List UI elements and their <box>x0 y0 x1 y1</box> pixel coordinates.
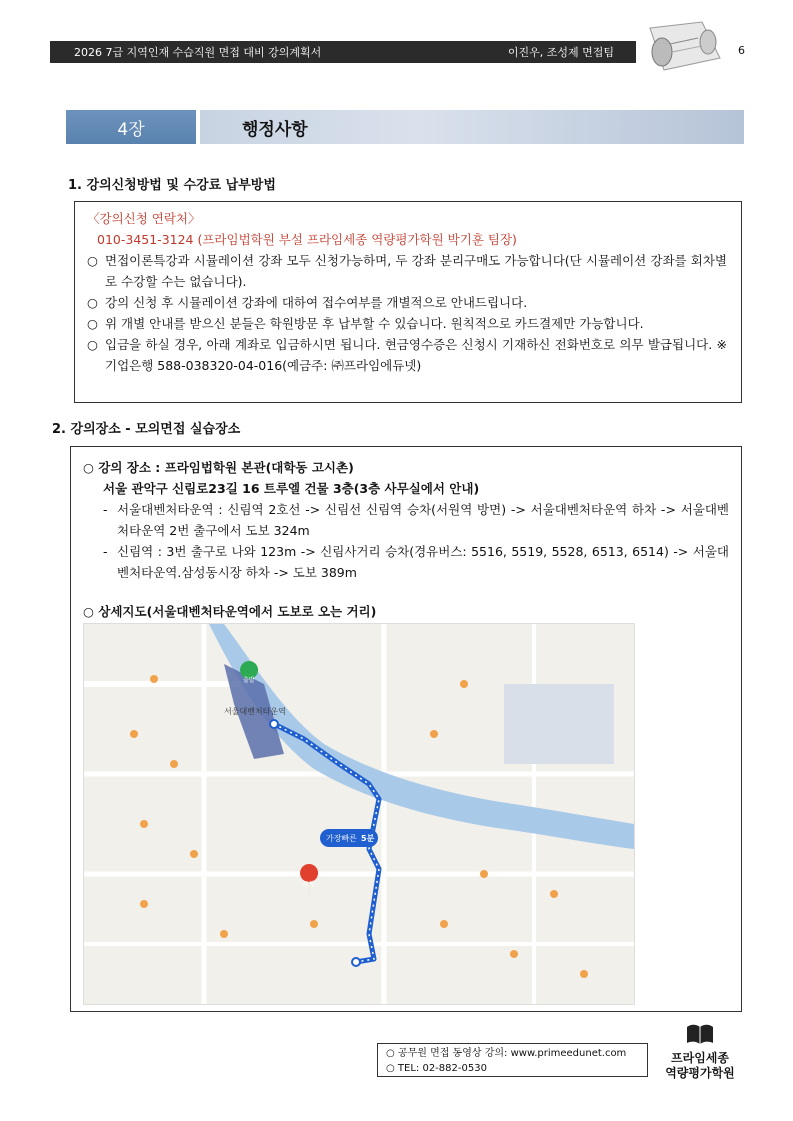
list-item: ○ 입금을 하실 경우, 아래 계좌로 입금하시면 됩니다. 현금영수증은 신청시 기재하신 전화번호로 의무 발급됩니다. ※ 기업은행 588-038320-04-016(예금주: ㈜프라임에듀넷) <box>87 337 727 373</box>
contact-info: 010-3451-3124 (프라임법학원 부설 프라임세종 역량평가학원 박기훈 팀장) <box>97 232 517 247</box>
section2-title: 2. 강의장소 - 모의면접 실습장소 <box>52 422 241 437</box>
place-line: ○ 강의 장소 : 프라임법학원 본관(대학동 고시촌) <box>83 460 354 475</box>
footer-contact <box>377 1043 648 1077</box>
arrive-label: 도착 <box>303 881 315 888</box>
chapter-title: 행정사항 <box>200 110 744 144</box>
map-image <box>83 623 635 1005</box>
section1-title: 1. 강의신청방법 및 수강료 납부방법 <box>68 178 276 193</box>
application-box <box>74 201 742 403</box>
header-team: 이진우, 조성제 면접팀 <box>507 46 614 59</box>
badge-label: 가장빠른 <box>326 834 357 843</box>
route-item: - 서울대벤처타운역 : 신림역 2호선 -> 신림선 신림역 승차(서원역 방면) -> 서울대벤처타운역 하차 -> 서울대벤처타운역 2번 출구에서 도보 324m <box>103 502 729 538</box>
footer-phone: ○ TEL: 02-882-0530 <box>386 1063 487 1074</box>
footer-website: ○ 공무원 면접 동영상 강의: www.primeedunet.com <box>386 1048 627 1059</box>
page-number: 6 <box>738 44 745 57</box>
chapter-banner <box>66 110 744 144</box>
academy-logo <box>655 1023 745 1089</box>
logo-line1: 프라임세종 <box>671 1051 729 1065</box>
contact-heading: 〈강의신청 연락처〉 <box>87 211 201 226</box>
list-item: ○ 위 개별 안내를 받으신 분들은 학원방문 후 납부할 수 있습니다. 원칙적으로 카드결제만 가능합니다. <box>87 316 644 331</box>
map-drawing <box>84 624 634 1004</box>
address-line: 서울 관악구 신림로23길 16 트루엘 건물 3층(3층 사무실에서 안내) <box>103 481 480 496</box>
location-box <box>70 446 742 1012</box>
badge-time: 5분 <box>361 834 375 843</box>
book-icon <box>685 1023 715 1047</box>
scroll-icon <box>642 18 728 74</box>
logo-line2: 역량평가학원 <box>665 1066 735 1080</box>
station-label: 서울대벤처타운역 <box>224 707 286 716</box>
map-title: ○ 상세지도(서울대벤처타운역에서 도보로 오는 거리) <box>83 604 377 619</box>
list-item: ○ 강의 신청 후 시뮬레이션 강좌에 대하여 접수여부를 개별적으로 안내드립니다. <box>87 295 528 310</box>
list-item: ○ 면접이론특강과 시뮬레이션 강좌 모두 신청가능하며, 두 강좌 분리구매도 가능합니다(단 시뮬레이션 강좌를 회차별로 수강할 수는 없습니다). <box>87 253 727 289</box>
chapter-number: 4장 <box>66 110 196 144</box>
header-bar <box>50 41 636 63</box>
route-item: - 신림역 : 3번 출구로 나와 123m -> 신림사거리 승차(경유버스: 5516, 5519, 5528, 6513, 6514) -> 서울대벤처타운역.삼성동시장 하차 -> 도보 389m <box>103 544 729 580</box>
header-title: 2026 7급 지역인재 수습직원 면접 대비 강의계획서 <box>74 46 322 59</box>
exit-label: 출발 <box>243 677 255 684</box>
